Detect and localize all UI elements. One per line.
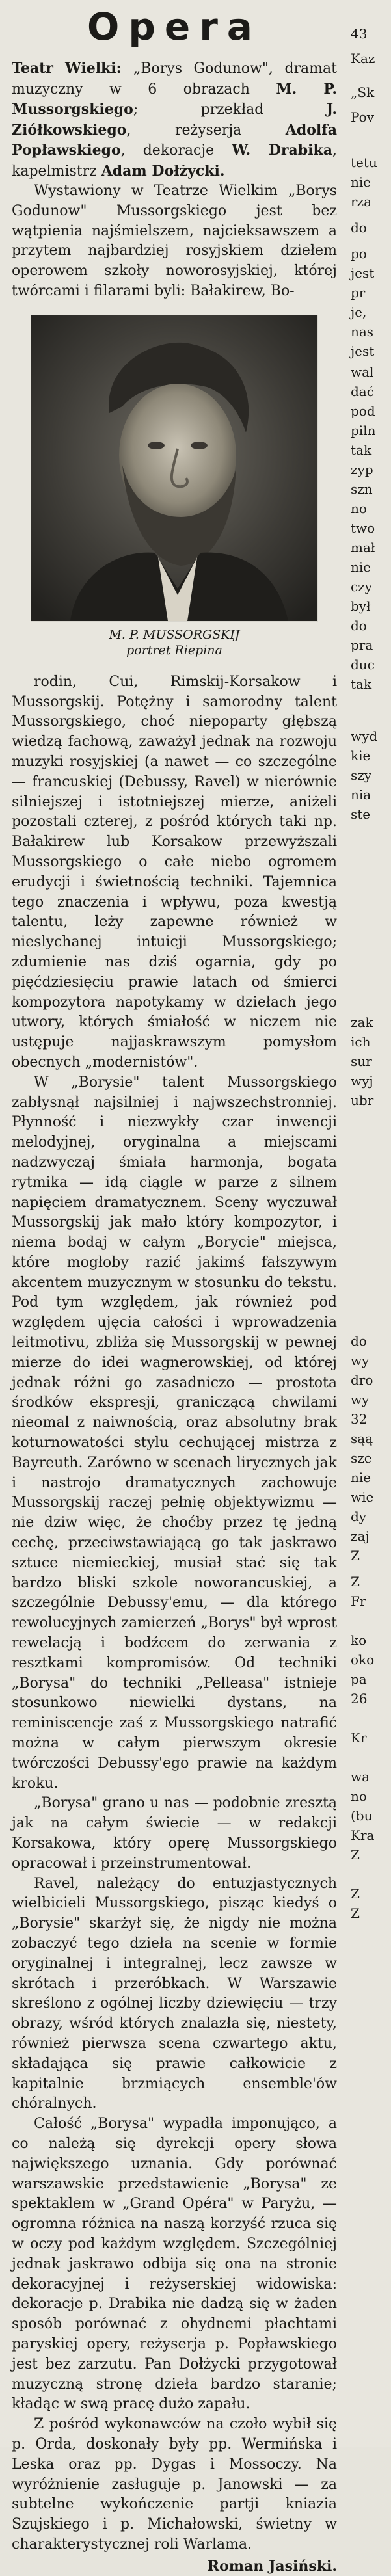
credits-conductor: Adam Dołżycki. (101, 162, 225, 179)
edge-fragment: Pov (351, 109, 374, 125)
edge-fragment: ich (351, 1034, 371, 1050)
edge-fragment: zyp (351, 462, 373, 477)
edge-fragment: duc (351, 657, 375, 672)
edge-fragment: Z (351, 1886, 360, 1902)
article-paragraph-3: W „Borysie" talent Mussorgskiego zabłysnął najsilniej i najwszechstronniej. Płynność i niezwykły czar inwencji melodyjnej, oryginalna a miejscami nadzwyczaj śmiała harmonja, bogata rytmika — idą ciągle w parze z silnem napięciem dramatycznem. Sceny wyczuwał Mussorgskij jak mało który kompozytor, i niema bodaj w całym „Borycie" miejsca, które mogłoby razić jakimś fałszywym akcentem muzycznym w stosunku do tekstu. Pod tym względem, jak również pod względem ujęcia całości i wprowadzenia leitmotivu, zbliża się Mussorgskij w pewnej mierze do idei wagnerowskiej, od której jednak różni go zasadniczo — prostota środków ekspresji, graniczącą chwilami nieomal z naiwnością, oraz absolutny brak koturnowatości stylu cechującej mistrza z Bayreuth. Zarówno w scenach lirycznych jak i nastrojo dramatycznych zachowuje Mussorgskij raczej pełnię objektywizmu — nie dziw więc, że choćby przez tę jedną cechę, przeciwstawiającą go tak jaskrawo sztuce niemieckiej, musiał stać się tak bardzo bliski szkole noworancuskiej, a szczególnie Debussy'emu, — dla którego rewolucyjnych zamierzeń „Borys" był wprost rewelacją i bodźcem do zerwania z resztkami kompromisów. Od techniki „Borysa" do techniki „Pelleasa" istnieje stosunkowo niewielki dystans, na reminiscencje zaś z Mussorgskiego natrafić można w całym pierwszym okresie twórczości Debussy'ego prawie na każdym kroku. (12, 1074, 337, 1792)
edge-fragment: kie (351, 748, 371, 764)
edge-fragment: dy (351, 1509, 367, 1524)
production-credits (12, 59, 337, 181)
edge-fragment: jest (351, 343, 375, 359)
edge-fragment: wy (351, 1353, 370, 1368)
portrait-image (31, 315, 317, 621)
edge-fragment: Z (351, 1548, 360, 1563)
edge-fragment: Kaz (351, 51, 375, 66)
edge-fragment: tak (351, 442, 372, 458)
edge-fragment: pod (351, 403, 375, 419)
edge-fragment: sąą (351, 1431, 373, 1446)
edge-fragment: wa (351, 1769, 370, 1785)
edge-fragment: Z (351, 1905, 360, 1921)
edge-fragment: szn (351, 481, 373, 497)
credits-translation: ; przekład (133, 101, 327, 118)
edge-fragment: był (351, 598, 371, 614)
edge-fragment: no (351, 1788, 367, 1804)
edge-fragment: no (351, 501, 367, 516)
credits-rest2: , dekoracje (120, 142, 232, 159)
portrait-figure (31, 315, 318, 622)
portrait-caption-name: M. P. MUSSORGSKIJ (109, 627, 240, 642)
edge-fragment: wyd (351, 728, 378, 744)
edge-fragment: do (351, 1333, 367, 1349)
edge-fragment: do (351, 618, 367, 633)
edge-fragment: dro (351, 1372, 373, 1388)
edge-fragment: ste (351, 806, 371, 822)
adjacent-column-fragment (345, 0, 391, 2447)
portrait-caption-credit: portret Riepina (126, 643, 222, 657)
article-paragraph-6: Całość „Borysa" wypadła imponująco, a co należą się dyrekcji opery słowa największego uznania. Gdy porównać warszawskie przedstawienie „Borysa" ze spektaklem w „Grand Opéra" w Paryżu, — ogromna różnica na naszą korzyść rzuca się w oczy pod każdym względem. Szczególniej jednak jaskrawo odbija się ona na stronie dekoracyjnej i reżyserskiej widowiska: dekoracje p. Drabika nie dadzą się w żaden sposób porównać z ohydnemi płachtami paryskiej opery, reżyserja p. Popławskiego jest bez zarzutu. Pan Dołżycki przygotował muzyczną stronę dzieła bardzo staranie; kładąc w swą pracę dużo zapału. (12, 2116, 337, 2413)
credits-designer: W. Drabika (232, 142, 333, 159)
edge-fragment: nia (351, 787, 371, 803)
credits-venue: Teatr Wielki: (12, 60, 133, 77)
edge-fragment: sur (351, 1054, 372, 1069)
edge-fragment: zaj (351, 1528, 370, 1544)
edge-fragment: nie (351, 174, 371, 190)
edge-fragment: zak (351, 1015, 373, 1030)
portrait-caption (12, 627, 337, 658)
edge-fragment: wy (351, 1392, 370, 1407)
edge-fragment: je, (351, 304, 367, 320)
edge-fragment: nas (351, 324, 374, 339)
edge-fragment: dać (351, 384, 374, 399)
article-paragraph-2: rodin, Cui, Rimskij-Korsakow i Mussorgskij. Potężny i samorodny talent Mussorgskiego, choć niepoparty głębszą wiedzą fachową, zaważył jednak na rozwoju muzyki rosyjskiej (a nawet — co szczególne — francuskiej (Debussy, Ravel) w nierównie silniejszej i istotniejszej mierze, aniżeli pozostali czterej, z pośród których taki np. Bałakirew lub Korsakow przewyższali Mussorgskiego o całe niebo ogromem erudycji i świetnością techniki. Tajemnica tego znaczenia i wpływu, poza kwestją talentu, leży zapewne również w nieslychanej intuicji Mussorgskiego; zdumienie nas dziś ogarnia, gdy po pięćdziesięciu prawie latach od śmierci kompozytora napotykamy w dziełach jego utwory, których śmiałość w niczem nie ustępuje najjaskrawszym pomysłom obecnych „modernistów". (12, 673, 337, 1070)
edge-fragment: jest (351, 265, 375, 281)
edge-fragment: pr (351, 285, 366, 300)
edge-fragment: czy (351, 579, 373, 594)
credits-work: „Borys Godunow", dramat muzyczny w 6 obrazach (12, 60, 337, 98)
edge-fragment: do (351, 220, 367, 235)
edge-fragment: „Sk (351, 85, 375, 100)
article-paragraph-5: Ravel, należący do entuzjastycznych wielbicieli Mussorgskiego, pisząc kiedyś o „Borysie" skarżył się, że nigdy nie można zobaczyć tego dzieła na scenie w formie oryginalnej i integralnej, lecz zawsze w skrótach i przeróbkach. W Warszawie skreślono z ogólnej liczby dziewięciu — trzy obrazy, wśród których znalazła się, niestety, również pierwsza scena czwartego aktu, składająca się prawie całkowicie z kapitalnie brzmiących ensemble'ów chóralnych. (12, 1875, 337, 2112)
article-paragraph-1: Wystawiony w Teatrze Wielkim „Borys Godunow" Mussorgskiego jest bez wątpienia najśmielszem, najcieksawszem a przytem najbardziej rosyjskiem dziełem operowem szkoły noworosyjskiej, której twórcami i filarami byli: Bałakirew, Bo- (12, 183, 337, 299)
edge-fragment: pra (351, 637, 373, 653)
edge-fragment: tetu (351, 155, 377, 170)
credits-rest1: , reżyserja (126, 122, 286, 139)
edge-fragment: wyj (351, 1073, 373, 1089)
article-paragraph-4: „Borysa" grano u nas — podobnie zresztą jak na całym świecie — w redakcji Korsakowa, który operę Mussorgskiego opracował i przeinstrumentował. (12, 1795, 337, 1872)
credits-translator: J. Ziółkowskiego (12, 101, 337, 139)
edge-fragment: nie (351, 559, 371, 575)
edge-fragment: Kr (351, 1730, 367, 1746)
author-signature: Roman Jasiński. (207, 2557, 337, 2575)
opera-article-column (12, 0, 337, 2576)
edge-fragment: wal (351, 364, 374, 380)
edge-fragment: two (351, 520, 375, 536)
edge-fragment: pa (351, 1671, 367, 1687)
edge-fragment: szy (351, 767, 372, 783)
edge-fragment: piln (351, 423, 376, 438)
credits-director: Adolfa Popławskiego (12, 121, 337, 159)
edge-fragment: nie (351, 1470, 371, 1485)
edge-fragment: Z (351, 1847, 360, 1863)
edge-fragment: Z (351, 1574, 360, 1589)
edge-fragment: wie (351, 1489, 374, 1505)
edge-fragment: Fr (351, 1593, 366, 1609)
edge-fragment: oko (351, 1652, 375, 1667)
edge-fragment: 26 (351, 1691, 368, 1706)
edge-fragment: Kra (351, 1827, 375, 1843)
edge-fragment: ubr (351, 1093, 374, 1108)
credits-composer: M. P. Mussorgskiego (12, 80, 337, 118)
credits-rest3: , kapelmistrz (12, 142, 338, 179)
edge-fragment: 43 (351, 26, 368, 42)
edge-fragment: mał (351, 540, 375, 555)
article-title: Opera (87, 5, 262, 49)
edge-fragment: (bu (351, 1808, 373, 1824)
article-paragraph-7: Z pośród wykonawców na czoło wybił się p. Orda, doskonały były pp. Wermińska i Leska oraz pp. Dygas i Mossoczy. Na wyróżnienie zasługuje p. Janowski — za subtelne wykończenie partji kniazia Szujskiego i p. Michałowski, świetny w charakterystycznej roli Warlama. (12, 2416, 337, 2553)
edge-fragment: tak (351, 676, 372, 692)
edge-fragment: rza (351, 194, 372, 209)
edge-fragment: sze (351, 1450, 372, 1466)
edge-fragment: po (351, 246, 367, 261)
edge-fragment: 32 (351, 1411, 368, 1427)
edge-fragment: ko (351, 1632, 367, 1648)
